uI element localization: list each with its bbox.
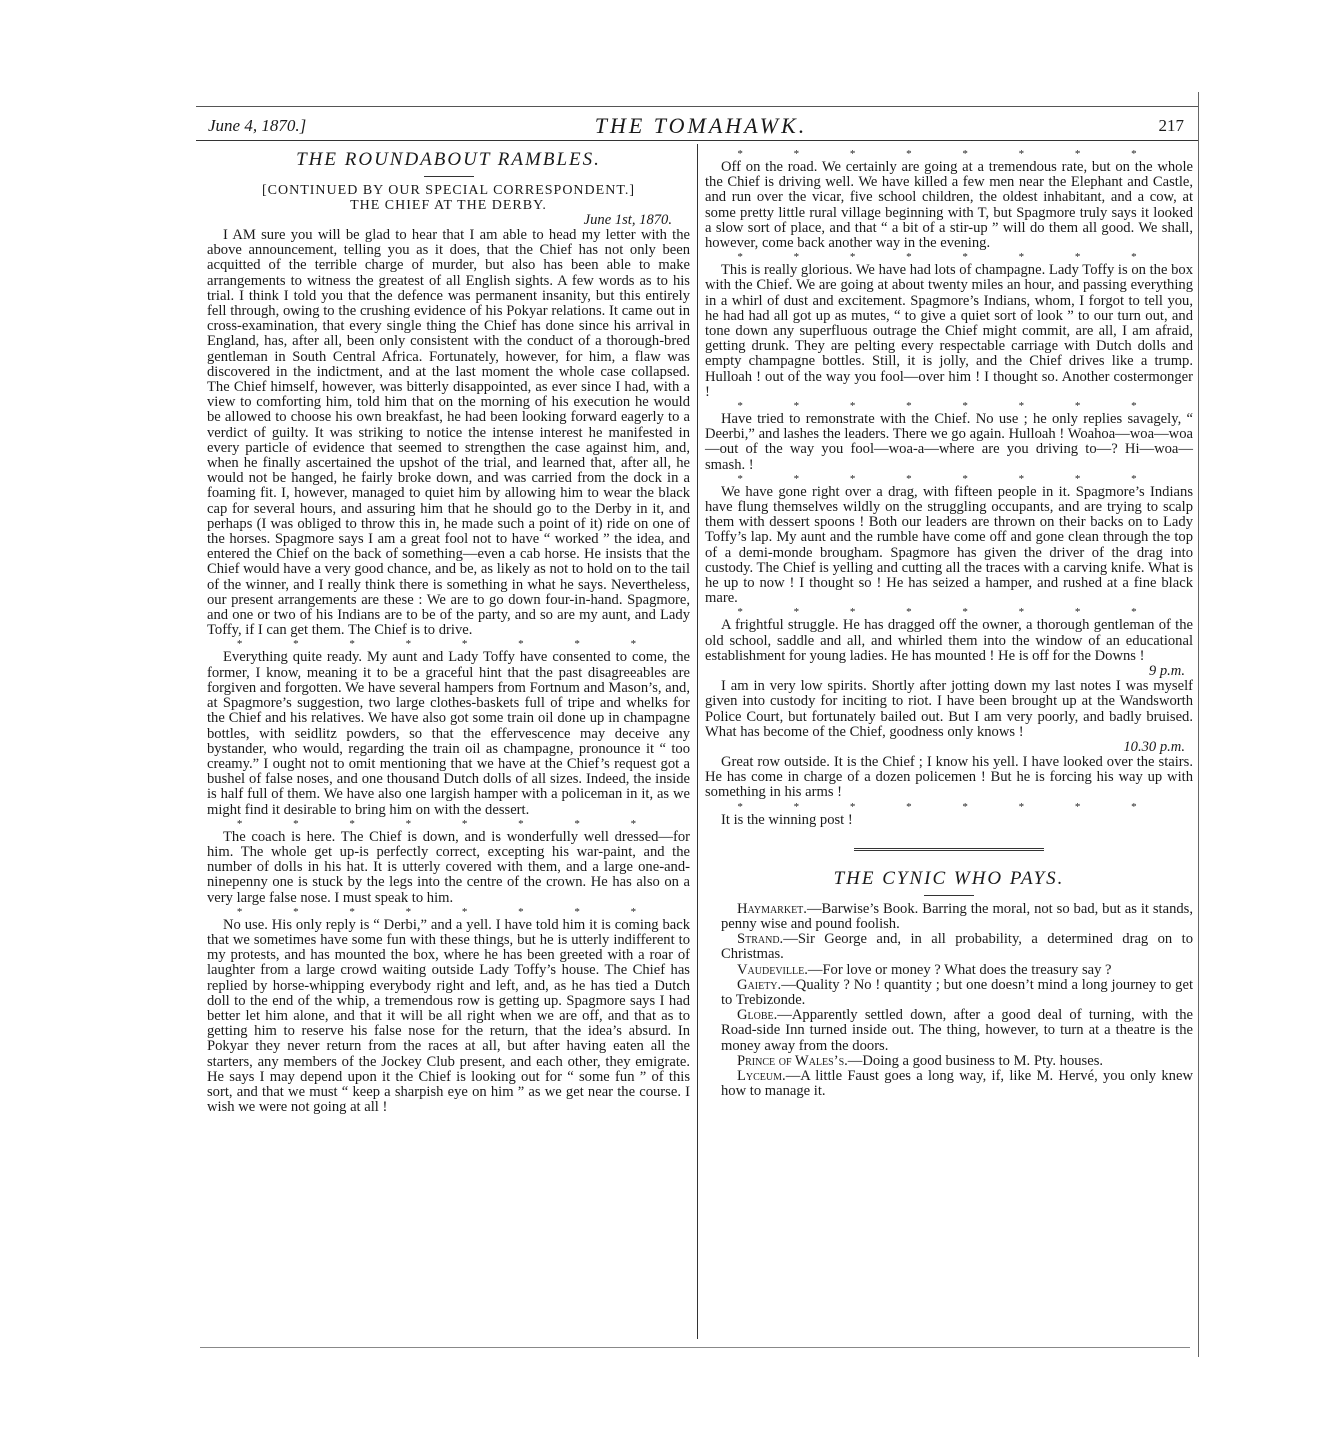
right-column [705, 148, 1193, 1099]
paragraph: Everything quite ready. My aunt and Lady Toffy have consented to come, the former, I know, meaning it to be a graceful hint that the past disagreeables are forgiven and forgotten. We have several hampers from Fortnum and Mason’s, and, at Spagmore’s suggestion, two large clothes-baskets full of tripe and whelks for the Chief and his relatives. We have also got some train oil done up in champagne bottles, with seidlitz powders, so that the effervescence may deceive any bystander, who would, regarding the train oil as champagne, pronounce it “ too creamy.” I ought not to omit mentioning that we have at the Chief’s request got a bushel of false noses, and one thousand Dutch dolls of all sizes. Indeed, the inside is half full of them. We have also one largish hamper with a policeman in it, as we might find it desirable to bring him on with the dessert. [207, 649, 690, 818]
section-stars: * * * * * * * * [236, 817, 661, 830]
theatre-note: —Apparently settled down, after a good deal of turning, with the Road-side Inn turned inside out. The thing, however, to turn at a theatre is the money away from the doors. [721, 1007, 1193, 1054]
theatre-note: —Quality ? No ! quantity ; but one doesn’t mind a long journey to get to Trebizonde. [721, 976, 1193, 1008]
theatre-entry [705, 978, 1193, 1008]
theatre-note: —For love or money ? What does the treasury say ? [807, 961, 1112, 978]
theatre-entry [705, 902, 1193, 932]
section-stars: * * * * * * * * [737, 606, 1161, 619]
paragraph: I am in very low spirits. Shortly after jotting down my last notes I was myself given into custody for inciting to riot. I have been brought up at the Wandsworth Police Court, but fortunately bailed out. But I am very poorly, and badly bruised. What has become of the Chief, goodness only knows ! [705, 678, 1193, 740]
theatre-note: —Sir George and, in all probability, a determined drag on to Christmas. [721, 931, 1193, 963]
timestamp: 10.30 p.m. [1123, 738, 1185, 755]
page-number: 217 [1158, 116, 1184, 135]
cynic-title-rule [924, 895, 974, 896]
masthead-title: THE TOMAHAWK. [594, 113, 808, 138]
page-bottom-rule [200, 1347, 1190, 1348]
section-stars: * * * * * * * * [737, 400, 1161, 413]
section-stars: * * * * * * * * [236, 638, 661, 651]
timestamp: 9 p.m. [1148, 663, 1185, 680]
theatre-entry [705, 932, 1193, 962]
theatre-entry [705, 1054, 1193, 1069]
theatre-name: Haymarket. [737, 900, 807, 917]
continued-line: [CONTINUED BY OUR SPECIAL CORRESPONDENT.] [262, 183, 635, 198]
theatre-note: —Doing a good business to M. Pty. houses. [847, 1052, 1104, 1069]
paragraph: No use. His only reply is “ Derbi,” and a yell. I have told him it is coming back that we sometimes have some fun with these things, but he is utterly indifferent to my protests, and has mounted the box, where he has been greeted with a roar of laughter from a large crowd waiting outside Lady Toffy’s house. The Chief has replied by horse-whipping everybody right and left, and, as he has tied a Dutch doll to the end of the whip, a tremendous row is getting up. Spagmore says I had better let him alone, and that it will be all right when we are off, and that as to getting him to reserve his false nose for the return, that the idea’s absurd. In Pokyar they never return from the races at all, but after having eaten all the starters, any members of the Jockey Club present, and each other, they emigrate. He says I may depend upon it the Chief is looking out for “ some fun ” of this sort, and that we must “ keep a sharpish eye on him ” as we get near the course. I wish we were not going at all ! [207, 916, 690, 1116]
theatre-name: Gaiety. [737, 976, 782, 993]
paragraph: Off on the road. We certainly are going at a tremendous rate, but on the whole the Chief is driving well. We have killed a few men near the Elephant and Castle, and run over the vicar, five school children, the oldest inhabitant, and a cow, at some pretty little rural village beginning with T, but Spagmore truly says it looked a slow sort of place, and that “ a bit of a stir-up ” will do them all good. We shall, however, come back another way in the evening. [705, 159, 1193, 252]
section-stars: * * * * * * * * [737, 251, 1161, 264]
theatre-name: Prince of Wales’s. [737, 1052, 848, 1069]
article-subhead: THE CHIEF AT THE DERBY. [350, 198, 547, 213]
theatre-note: —Barwise’s Book. Barring the moral, not so bad, but as it stands, penny wise and pound foolish. [721, 900, 1193, 932]
paragraph: Have tried to remonstrate with the Chief. No use ; he only replies savagely, “ Deerbi,” and lashes the leaders. There we go again. Hulloah ! Woahoa—woa—woa—out of the way you fool—woa-a—where are you driving to—? Hi—woa—smash. ! [705, 411, 1193, 473]
page-header [208, 113, 1194, 139]
theatre-note: —A little Faust goes a long way, if, like M. Hervé, you only knew how to manage it. [721, 1067, 1193, 1100]
page-top-rule [196, 106, 1198, 107]
dateline: June 1st, 1870. [583, 212, 672, 228]
paragraph: Great row outside. It is the Chief ; I know his yell. I have looked over the stairs. He has come in charge of a dozen policemen ! But he is forcing his way up with something in his arms ! [705, 753, 1193, 801]
page-right-rule [1198, 92, 1199, 1357]
paragraph: I AM sure you will be glad to hear that I am able to head my letter with the above announcement, telling you as it does, that the Chief has not only been acquitted of the terrible charge of murder, but also has been able to make arrangements to witness the greatest of all English sights. A few words as to his trial. I think I told you that the defence was permanent insanity, but this entirely fell through, owing to the crushing evidence of his Pokyar relations. It came out in cross-examination, that every single thing the Chief has done since his arrival in England, has, after all, been only consistent with the conduct of a thorough-bred gentleman in South Central Africa. Fortunately, however, for him, a flaw was discovered in the indictment, and at the last moment the whole case collapsed. The Chief himself, however, was bitterly disappointed, as ever since I had, with a view to comforting him, told him that on the morning of his execution he would be allowed to choose his own breakfast, he had been looking forward eagerly to a verdict of guilty. It was striking to notice the intense interest he manifested in every particle of evidence that seemed to strengthen the case against him, and, when he finally ascertained the upshot of the trial, and learned that, after all, he would not be hanged, he fairly broke down, and was carried from the dock in a foaming fit. I, however, managed to quiet him by allowing him to wear the black cap for several hours, and assuring him that he should go to the Derby in it, and perhaps (I was obliged to throw this in, he made such a point of it) ride on one of the horses. Spagmore says I am a great fool not to have “ worked ” the idea, and entered the Chief on the back of something—even a cab horse. He insists that the Chief would have a very good chance, and be, as likely as not to hold on to the tail of the winner, and I really think there is something in what he says. Nevertheless, our present arrangements are these : We are to go down four-in-hand. Spagmore, and one or two of his Indians are to be of the party, and so are my aunt, and Lady Toffy, if I can get them. The Chief is to drive. [207, 227, 690, 639]
column-divider [697, 144, 698, 1339]
theatre-name: Lyceum. [737, 1067, 786, 1084]
section-double-rule [854, 848, 1044, 853]
theatre-name: Globe. [737, 1007, 778, 1024]
cynic-title: THE CYNIC WHO PAYS. [833, 867, 1065, 889]
section-stars: * * * * * * * * [236, 905, 661, 918]
paragraph: The coach is here. The Chief is down, and is wonderfully well dressed—for him. The whole get up-is perfectly correct, excepting his war-paint, and the number of dolls in his hat. It is utterly covered with them, and a large one-and-ninepenny one is stuck by the legs into the centre of the crown. He has also on a very large false nose. I must speak to him. [207, 828, 690, 906]
paragraph: We have gone right over a drag, with fifteen people in it. Spagmore’s Indians have flung themselves wildly on the struggling occupants, and are trying to scalp them with dessert spoons ! Both our leaders are thrown on their backs on to Lady Toffy’s lap. My aunt and the rumble have come off and gone clean through the top of a demi-monde brougham. Spagmore has given the driver of the drag into custody. The Chief is yelling and cutting all the traces with a carving knife. What is he up to now ! I thought so ! He has seized a hamper, and rushed at a fine black mare. [705, 483, 1193, 607]
article-title: THE ROUNDABOUT RAMBLES. [296, 149, 601, 170]
paragraph: This is really glorious. We have had lots of champagne. Lady Toffy is on the box with the Chief. We are going at about twenty miles an hour, and passing everything in a whirl of dust and excitement. Spagmore’s Indians, whom, I forgot to tell you, he had had all got up as mutes, “ to give a quiet sort of look ” to our turn out, and tone down any superfluous outrage the Chief might commit, are all, I am afraid, getting drunk. They are pelting every respectable carriage with Dutch dolls and empty champagne bottles. Still, it is jolly, and the Chief drives like a trump. Hulloah ! out of the way you fool—over him ! I thought so. Another costermonger ! [705, 262, 1193, 400]
paragraph: A frightful struggle. He has dragged off the owner, a thorough gentleman of the old school, saddle and all, and whirled them into the window of an educational establishment for young ladies. He has mounted ! He is off for the Downs ! [705, 617, 1193, 664]
theatre-entry [705, 1008, 1193, 1054]
theatre-name: Strand. [737, 931, 784, 948]
section-stars: * * * * * * * * [737, 148, 1161, 160]
theatre-entry [705, 963, 1193, 978]
header-rule [196, 140, 1198, 141]
paragraph: It is the winning post ! [721, 811, 853, 828]
theatre-entry [705, 1069, 1193, 1099]
section-stars: * * * * * * * * [737, 472, 1161, 485]
theatre-name: Vaudeville. [737, 961, 808, 978]
issue-date: June 4, 1870.] [208, 116, 307, 135]
title-rule [424, 176, 474, 177]
section-stars: * * * * * * * * [737, 800, 1161, 813]
left-column [207, 148, 690, 1115]
